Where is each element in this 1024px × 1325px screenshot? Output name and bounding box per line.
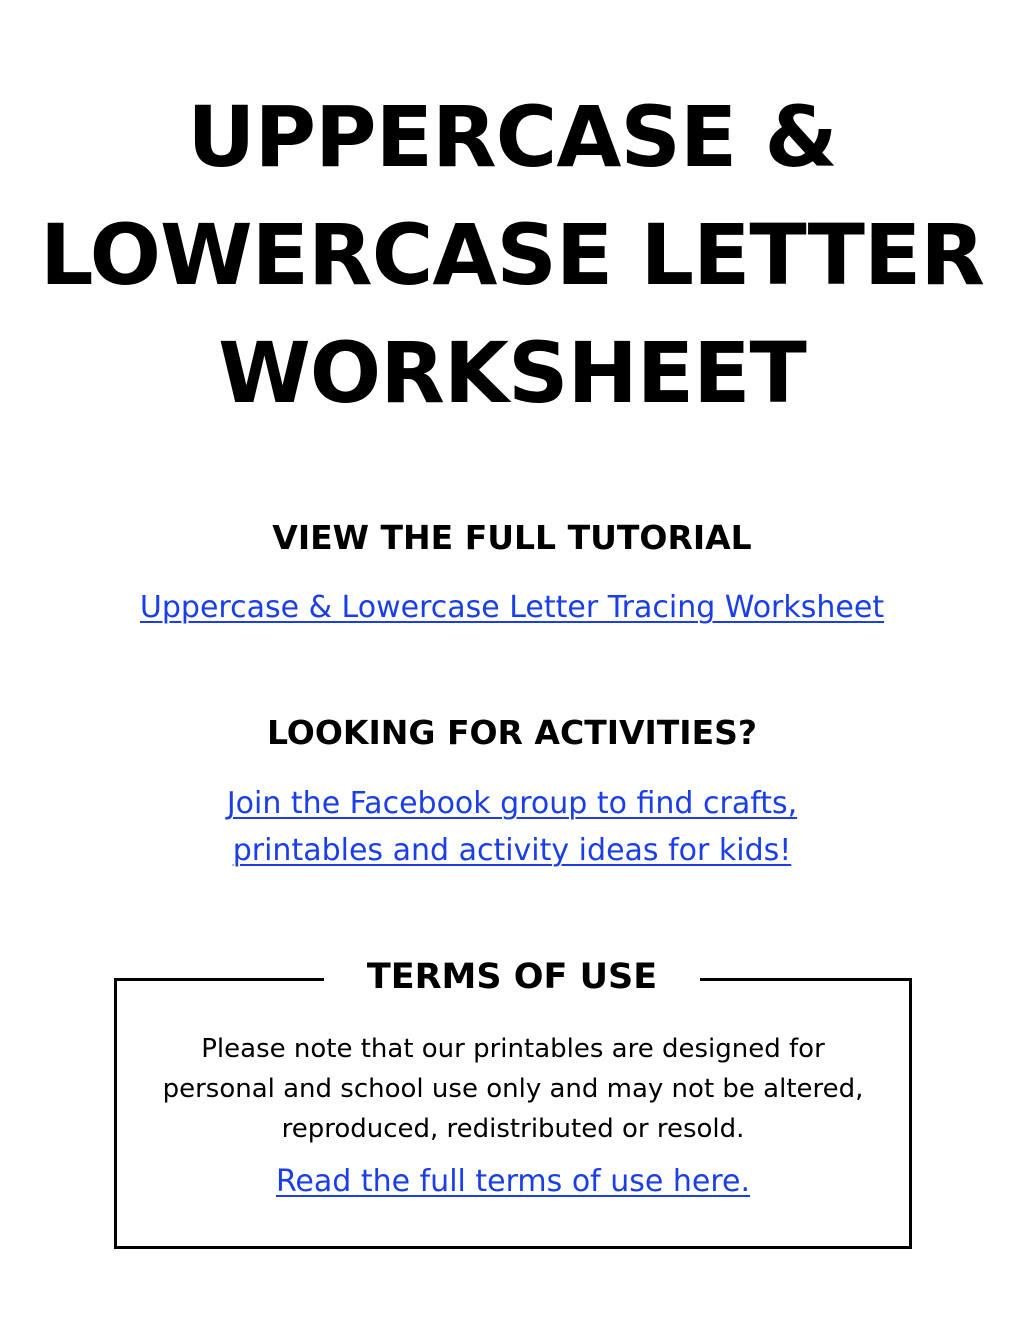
page-title-line-1: UPPERCASE &	[187, 88, 837, 186]
activities-heading: LOOKING FOR ACTIVITIES?	[266, 713, 758, 752]
terms-text-line-2: personal and school use only and may not be altered,	[162, 1074, 864, 1104]
page-title	[0, 78, 1024, 432]
terms-text-line-3: reproduced, redistributed or resold.	[281, 1114, 745, 1144]
terms-of-use-heading: TERMS OF USE	[324, 955, 700, 999]
facebook-group-link-line-2[interactable]: printables and activity ideas for kids!	[232, 833, 792, 868]
terms-of-use-text	[114, 1029, 912, 1149]
page-title-line-3: WORKSHEET	[218, 324, 806, 422]
terms-text-line-1: Please note that our printables are designed for	[201, 1034, 825, 1064]
facebook-group-link[interactable]	[0, 780, 1024, 874]
tutorial-link[interactable]: Uppercase & Lowercase Letter Tracing Worksheet	[139, 590, 885, 625]
terms-of-use-link[interactable]: Read the full terms of use here.	[275, 1164, 751, 1199]
page-title-line-2: LOWERCASE LETTER	[40, 206, 984, 304]
facebook-group-link-line-1[interactable]: Join the Facebook group to find crafts,	[226, 786, 798, 821]
tutorial-heading: VIEW THE FULL TUTORIAL	[272, 518, 752, 557]
